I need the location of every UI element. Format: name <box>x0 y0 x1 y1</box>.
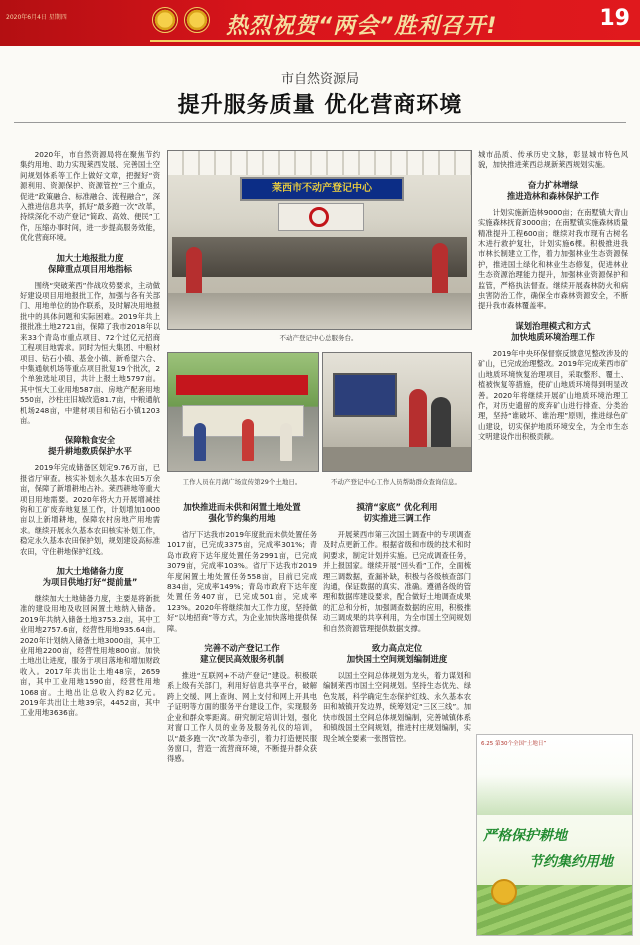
section-heading-afforestation: 奋力扩林增绿 推进造林和森林保护工作 <box>506 179 600 201</box>
article-column-3 <box>323 500 471 935</box>
hall-floor <box>168 293 471 329</box>
article-column-2 <box>167 500 317 935</box>
section-body-land-reserve: 继续加大土地储备力度，主要是将新批准的建设用地及收回闲置土地纳入储备。2019年共纳入储备土地3753.2亩，其中工业用地2757.6亩，经营性用地935.64亩。2020年计划纳入储备土地3000亩，其中工业用地2200亩，经营性用地800亩。加快土地出让进度，服务于项目落地和增加财政收入。2017年共出让土地48宗，2659亩，其中工业用地1590亩，经营性用地1068亩。土地出让总收入约82亿元。2019年共出让土地39宗，4452亩，其中工业用地3636亩。 <box>20 594 160 718</box>
article-column-1 <box>20 150 160 935</box>
promotion-banner <box>176 375 308 395</box>
section-body-idle-land: 省厅下达我市2019年度批而未供处置任务1017亩，已完成3375亩，完成率301%；青岛市政府下达年度处置任务2991亩，已完成3079亩，完成率103%。省厅下达我市2019年度闲置土地处置任务558亩，目前已完成834亩，完成率149%；青岛市政府下达年度处置任务407亩，已完成501亩，完成率123%。2020年将继续加大工作力度，坚持做好“以地招商”等方式，为企业加快落地提供保障。 <box>167 530 317 633</box>
continued-paragraph: 城市品质、传承历史文脉，彰显城市特色风貌，加快推进莱西总规新莱西规划实施。 <box>478 150 628 170</box>
desk-surface <box>323 447 471 471</box>
section-heading-land-reserve: 加大土地储备力度 为项目供地打好“提前量” <box>42 566 138 587</box>
staff-helping-photo-caption: 不动产登记中心工作人员帮助群众查询信息。 <box>331 478 461 486</box>
section-heading-idle-land: 加快推进而未供和闲置土地处置 强化节约集约用地 <box>183 502 301 523</box>
person-figure <box>280 423 292 461</box>
masthead-banner <box>0 0 640 46</box>
section-heading-property-registration: 完善不动产登记工作 建立便民高效服务机制 <box>200 643 284 665</box>
land-day-poster <box>476 734 633 936</box>
national-emblem-icon <box>152 7 178 33</box>
publication-date: 2020年6月4日 星期四 <box>6 14 67 21</box>
poster-slogan-1: 严格保护耕地 <box>483 828 567 844</box>
section-heading-geological-environment: 谋划治理模式和方式 加快地质环境治理工作 <box>511 320 595 342</box>
staff-helping-photo <box>322 352 472 472</box>
article-kicker: 市自然资源局 <box>280 72 359 87</box>
poster-slogan-2: 节约集约用地 <box>529 854 613 870</box>
section-body-spatial-planning: 以国土空间总体规划为龙头，着力谋划和编制莱西市国土空间规划。坚持生态优先、绿色发展，科学确定生态保护红线、永久基本农田和城镇开发边界，统筹划定“三区三线”。加快市级国土空间总体规划编制，完善城镇体系和镇级国土空间规划，推进村庄规划编制，实现全域全要素一张图管控。 <box>323 671 471 743</box>
section-body-land-survey: 开展莱西市第三次国土调查中的专项调查及时点更新工作。根据省级和市级的技术和时间要求，制定计划并实施。已完成调查任务，并上报国家。继续开展“回头看”工作，全面梳理三调数据，查漏补缺，积极与各级核查部门沟通，保证数据的真实、准确。遵循各级的管理和数据库建设要求，配合做好土地调查成果的汇总和分析，加强调查数据的应用，积极推动三调成果的共享利用，为全市国土空间规划和自然资源管理提供数据支撑。 <box>323 530 471 633</box>
land-day-photo-caption: 工作人员在月湖广场宣传第29个土地日。 <box>182 478 302 486</box>
poster-tag: 6.25 第30个全国“土地日” <box>481 741 547 747</box>
poster-field-graphic <box>477 775 632 815</box>
banner-headline: 热烈祝贺“两会”胜利召开! <box>226 14 498 39</box>
person-figure <box>194 423 206 461</box>
registration-center-sign: 莱西市不动产登记中心 <box>240 177 404 201</box>
banner-stripe <box>150 40 640 42</box>
ceiling-lights <box>168 151 471 175</box>
land-day-promotion-photo <box>167 352 319 472</box>
service-hall-photo-caption: 不动产登记中心总服务台。 <box>279 334 358 342</box>
service-hall-photo <box>167 150 472 330</box>
intro-paragraph: 2020年，市自然资源局将在聚焦节约集约用地、助力实现莱西发展、完善国土空间规划体系等工作上做好文章，把握好“资源利用、资源保护、资源管控”三个重点，促进“政策融合、标准融合、流程融合”，深入推进信息共享，抓好“最多跑一次”改革，持续深化不动产登记“简政、高效、便民”工作，压缩办事时间，进一步提高服务效能，优化营商环境。 <box>20 150 160 243</box>
section-body-afforestation: 计划实施新造林9000亩；在南墅镇大青山实施森林抚育3000亩；在南墅镇实施森林质量精准提升工程600亩；继续对我市现有古树名木进行救护复壮，计划实施6棵。积极推进我市林长制建立工作，着力加强林业生态资源保护，推进国土绿化和林业生态修复，促进林业生态资源治理能力提升，加强林业资源保护和监管，严格执法督查。继续开展森林防火和病虫害防治工作，确保全市森林资源安全，不断提升我市森林覆盖率。 <box>478 207 628 311</box>
section-heading-farmland: 保障粮食安全 提升耕地数质保护水平 <box>48 435 132 457</box>
section-heading-land-survey: 摸清“家底” 优化利用 切实推进三调工作 <box>356 502 438 523</box>
poster-badge-icon <box>491 879 517 905</box>
article-column-4 <box>478 150 628 728</box>
section-heading-land-approval: 加大土地报批力度 保障重点项目用地指标 <box>48 252 132 274</box>
section-body-land-approval: 围绕“突破莱西”作战攻势要求，主动做好建设项目用地报批工作，加强与各有关部门、用地单位的协作联系，及时解决用地报批中的具体问题和实际困难。2019年共上报批准土地2721亩，保障了我市2018年以来33个青岛市重点项目、72个过亿元招商工程项目地需求。同时为恒大集团、中粮材项目、钻石小镇、基金小镇、新希望六合、中集通航机场等重点项目批复19个批次，2个单独选址项目，共计上报土地5797亩。其中恒大工业用地587亩、房地产配套用地550亩，沙柱庄旧城改造81.7亩，中粮通航机场248亩，中建材项目和钻石小镇1203亩。 <box>20 280 160 425</box>
center-logo-wall <box>278 203 364 231</box>
party-emblem-icon <box>184 7 210 33</box>
section-body-farmland: 2019年完成储备区划定9.76万亩，已报省厅审查。核实补划永久基本农田5万余亩，保障了新增耕地占补。莱西耕地等重大项目用地需要。2020年将大力开展增减挂钩和工矿废弃地复垦工作，计划增加1000亩以上新增耕地，保障农村房地产用地需求。继续开展永久基本农田核实补划工作，稳定永久基本农田保护划，规划建设高标准农田，守住耕地保护红线。 <box>20 463 160 556</box>
service-counter <box>172 237 467 277</box>
monitor-screen <box>333 373 397 417</box>
person-figure <box>242 419 254 461</box>
section-body-geological-environment: 2019年中央环保督察反馈意见整改涉及的矿山，已完成治理整改。2019年完成莱西市矿山地质环境恢复治理项目，采取整形、覆土、植被恢复等措施，使矿山地质环境得到明显改善。2020年将继续开展矿山地质环境治理工作，对历史遗留的废弃矿山进行排查、分类治理，坚持“谁破坏、谁治理”原则，推进绿色矿山建设，切实保护地质环境安全，为全市生态文明建设作出积极贡献。 <box>478 348 628 442</box>
section-body-property-registration: 推进“互联网+不动产登记”建设。积极联系上级有关部门，利用好信息共享平台，破解跨上交缓、网上查询、网上支付和网上开具电子证明等方面的服务平台建设工作，实现服务企业和群众零距离。研究制定培训计划，强化对窗口工作人员的业务及服务礼仪的培训，以“最多跑一次”改革为牵引，着力打造便民服务窗口，营造一流营商环境，不断提升群众获得感。 <box>167 671 317 764</box>
article-title: 提升服务质量 优化营商环境 <box>177 93 463 118</box>
title-rule <box>14 122 626 123</box>
page-number: 19 <box>599 6 630 31</box>
section-heading-spatial-planning: 致力高点定位 加快国土空间规划编制进度 <box>346 643 448 665</box>
logo-icon <box>309 207 329 227</box>
